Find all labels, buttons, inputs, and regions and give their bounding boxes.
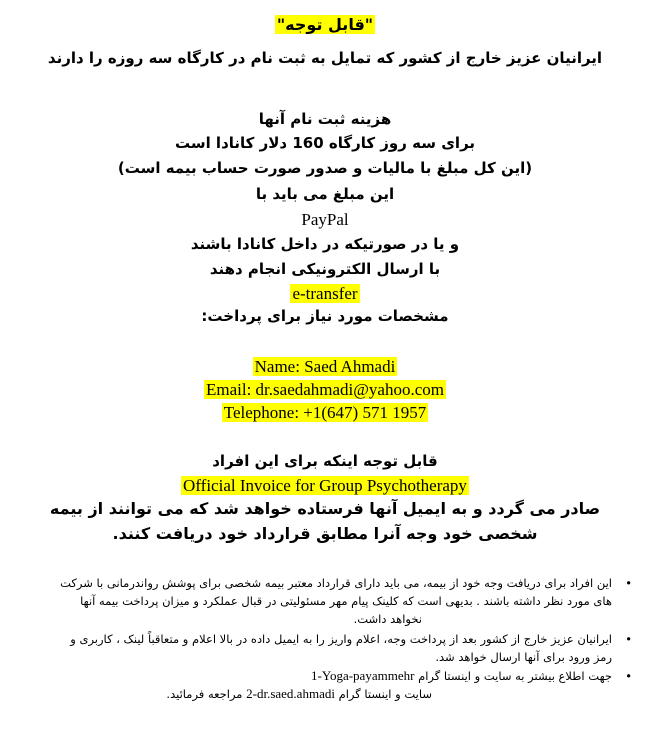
bullet-item <box>22 667 632 703</box>
bullet-dot: • <box>625 669 632 683</box>
bullet-line: ایرانیان عزیز خارج از کشور بعد از پرداخت وجه، اعلام واریز را به ایمیل داده در بالا اعلام و متعاقباً لینک ، کاربری و <box>70 632 612 646</box>
bullet-line: های مورد نظر داشته باشند . بدیهی است که کلینک پیام مهر مسئولیتی در قبال عملکرد و میزان پرداخت بیمه آنها <box>80 594 612 608</box>
contact-email: Email: dr.saedahmadi@yahoo.com <box>205 380 444 399</box>
bullet-line <box>22 685 622 703</box>
paypal-label: PayPal <box>301 210 349 229</box>
bullet-dot: • <box>625 576 632 590</box>
contact-phone-row <box>0 403 650 423</box>
contact-email-row <box>0 380 650 400</box>
bullet-text: جهت اطلاع بیشتر به سایت و اینستا گرام <box>418 669 612 683</box>
contact-name-row <box>0 357 650 377</box>
bullet-line: این افراد برای دریافت وجه خود از بیمه، می باید دارای قرارداد معتبر بیمه شخصی برای پوشش رواندرمانی با شرکت <box>60 576 612 590</box>
electronic-line: با ارسال الکترونیکی انجام دهند <box>209 260 441 278</box>
etransfer-label: e-transfer <box>292 284 358 303</box>
payment-method-intro: این مبلغ می باید با <box>255 185 395 203</box>
invoice-note-heading: قابل توجه اینکه برای این افراد <box>212 452 438 470</box>
title-row <box>0 15 650 34</box>
invoice-line-2: شخصی خود وجه آنرا مطابق قرارداد خود دریافت کنند. <box>112 524 538 543</box>
instagram-handle-2: 2-dr.saed.ahmadi <box>246 686 335 701</box>
contact-phone: Telephone: +1(647) 571 1957 <box>223 403 427 422</box>
bullet-item <box>22 574 632 628</box>
fee-amount: برای سه روز کارگاه 160 دلار کانادا است <box>174 134 476 152</box>
fee-note: (این کل مبلغ با مالیات و صدور صورت حساب بیمه است) <box>117 159 533 177</box>
contact-name: Name: Saed Ahmadi <box>254 357 396 376</box>
bullet-item <box>22 630 632 666</box>
intro-text: ایرانیان عزیز خارج از کشور که تمایل به ثبت نام در کارگاه سه روزه را دارند <box>47 49 603 67</box>
invoice-title-row <box>0 476 650 496</box>
bullet-dot: • <box>625 632 632 646</box>
fee-heading: هزینه ثبت نام آنها <box>258 110 392 128</box>
bullet-line: رمز ورود برای آنها ارسال خواهد شد. <box>435 650 612 664</box>
canada-line: و یا در صورتیکه در داخل کانادا باشند <box>190 235 460 253</box>
bullet-line: نخواهد داشت. <box>353 612 422 626</box>
bullet-text: مراجعه فرمائید. <box>166 687 243 701</box>
bullet-line <box>22 667 622 685</box>
payment-details-heading: مشخصات مورد نیاز برای پرداخت: <box>201 307 449 325</box>
etransfer-row <box>0 284 650 304</box>
invoice-line-1: صادر می گردد و به ایمیل آنها فرستاده خواهد شد که می توانند از بیمه <box>49 499 601 518</box>
instagram-handle-1: 1-Yoga-payammehr <box>311 668 415 683</box>
invoice-title: Official Invoice for Group Psychotherapy <box>183 476 467 495</box>
page-title: "قابل توجه" <box>276 15 374 34</box>
bullet-text: سایت و اینستا گرام <box>338 687 432 701</box>
